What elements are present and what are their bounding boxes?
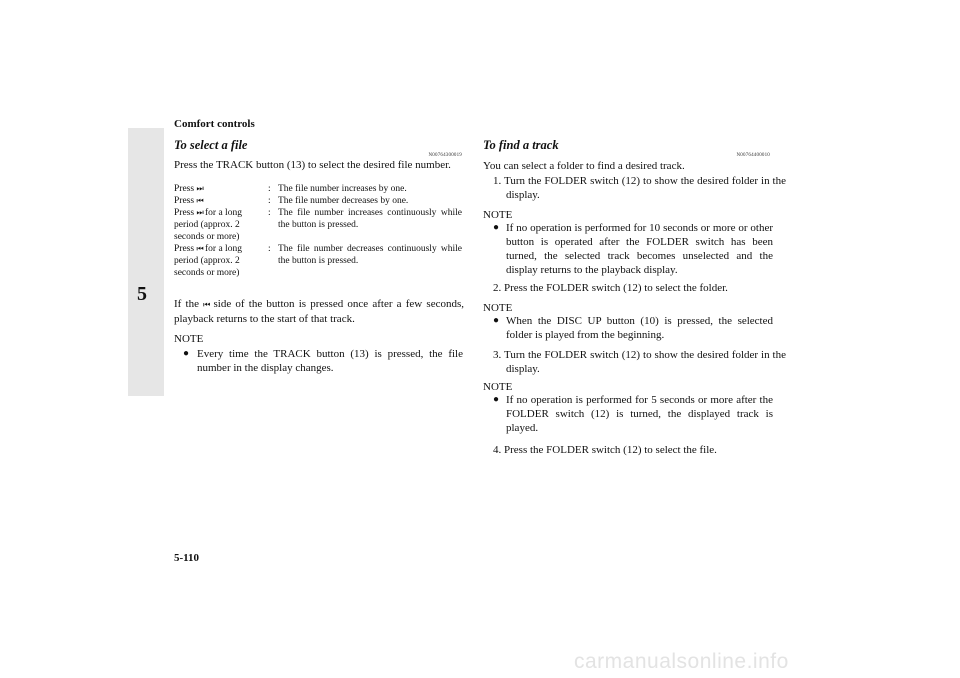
function-table xyxy=(174,183,462,279)
previous-track-icon: ⏮ xyxy=(203,300,210,309)
row-description: The file number decreases continuously while the button is pressed. xyxy=(278,244,462,266)
left-section-code: N00764300019 xyxy=(428,153,462,158)
left-after-paragraph xyxy=(174,297,464,326)
row-description: The file number decreases by one. xyxy=(278,196,409,206)
note-text: When the DISC UP button (10) is pressed, the selected folder is played from the beginning. xyxy=(506,315,773,341)
previous-track-icon: ⏮ xyxy=(196,196,203,205)
note-item xyxy=(493,393,773,435)
colon: : xyxy=(268,208,271,218)
page-number: 5-110 xyxy=(174,552,200,564)
note-label: NOTE xyxy=(483,209,513,221)
note-item xyxy=(183,347,463,375)
colon: : xyxy=(268,196,271,206)
row-description: The file number increases by one. xyxy=(278,184,407,194)
colon: : xyxy=(268,184,271,194)
press-label: Press xyxy=(174,184,195,194)
step-4: 4. Press the FOLDER switch (12) to select the file. xyxy=(493,444,717,456)
left-intro: Press the TRACK button (13) to select the desired file number. xyxy=(174,159,451,171)
after-text-post: side of the button is pressed once after a few seconds, playback returns to the start of that track. xyxy=(174,298,465,325)
note-item xyxy=(493,221,773,277)
note-item xyxy=(493,314,773,342)
left-section-title: To select a file xyxy=(174,138,248,152)
chapter-tab xyxy=(128,128,164,396)
next-track-icon: ⏭ xyxy=(196,208,203,217)
bullet-icon: ● xyxy=(183,348,190,359)
press-suffix: for a long period (approx. 2 seconds or more) xyxy=(174,244,242,278)
note-label: NOTE xyxy=(174,333,204,345)
right-section-title: To find a track xyxy=(483,138,559,152)
table-row xyxy=(174,195,462,207)
right-section-code: N00764400010 xyxy=(736,153,770,158)
note-label: NOTE xyxy=(483,381,513,393)
after-text-pre: If the xyxy=(174,298,199,310)
next-track-icon: ⏭ xyxy=(196,184,203,193)
table-row xyxy=(174,243,462,279)
colon: : xyxy=(268,244,271,254)
watermark: carmanualsonline.info xyxy=(574,650,789,673)
step-1: 1. Turn the FOLDER switch (12) to show the desired folder in the display. xyxy=(493,175,786,201)
chapter-number: 5 xyxy=(137,283,147,305)
bullet-icon: ● xyxy=(493,394,500,405)
right-intro: You can select a folder to find a desired track. xyxy=(483,160,685,172)
previous-track-icon: ⏮ xyxy=(196,244,203,253)
step-3: 3. Turn the FOLDER switch (12) to show the desired folder in the display. xyxy=(493,349,786,375)
table-row xyxy=(174,183,462,195)
note-text: If no operation is performed for 5 seconds or more after the FOLDER switch (12) is turned, the displayed track is played. xyxy=(506,394,773,434)
table-row xyxy=(174,207,462,243)
row-description: The file number increases continuously while the button is pressed. xyxy=(278,208,462,230)
press-label: Press xyxy=(174,196,195,206)
press-label: Press xyxy=(174,244,195,254)
note-label: NOTE xyxy=(483,302,513,314)
bullet-icon: ● xyxy=(493,222,500,233)
press-label: Press xyxy=(174,208,195,218)
step-2: 2. Press the FOLDER switch (12) to select the folder. xyxy=(493,282,728,294)
press-suffix: for a long period (approx. 2 seconds or more) xyxy=(174,208,242,242)
note-text: Every time the TRACK button (13) is pressed, the file number in the display changes. xyxy=(197,348,463,374)
section-header: Comfort controls xyxy=(174,118,255,130)
note-text: If no operation is performed for 10 seconds or more or other button is operated after the FOLDER switch has been turned, the selected track becomes unselected and the display returns to the playback display. xyxy=(506,222,773,276)
bullet-icon: ● xyxy=(493,315,500,326)
